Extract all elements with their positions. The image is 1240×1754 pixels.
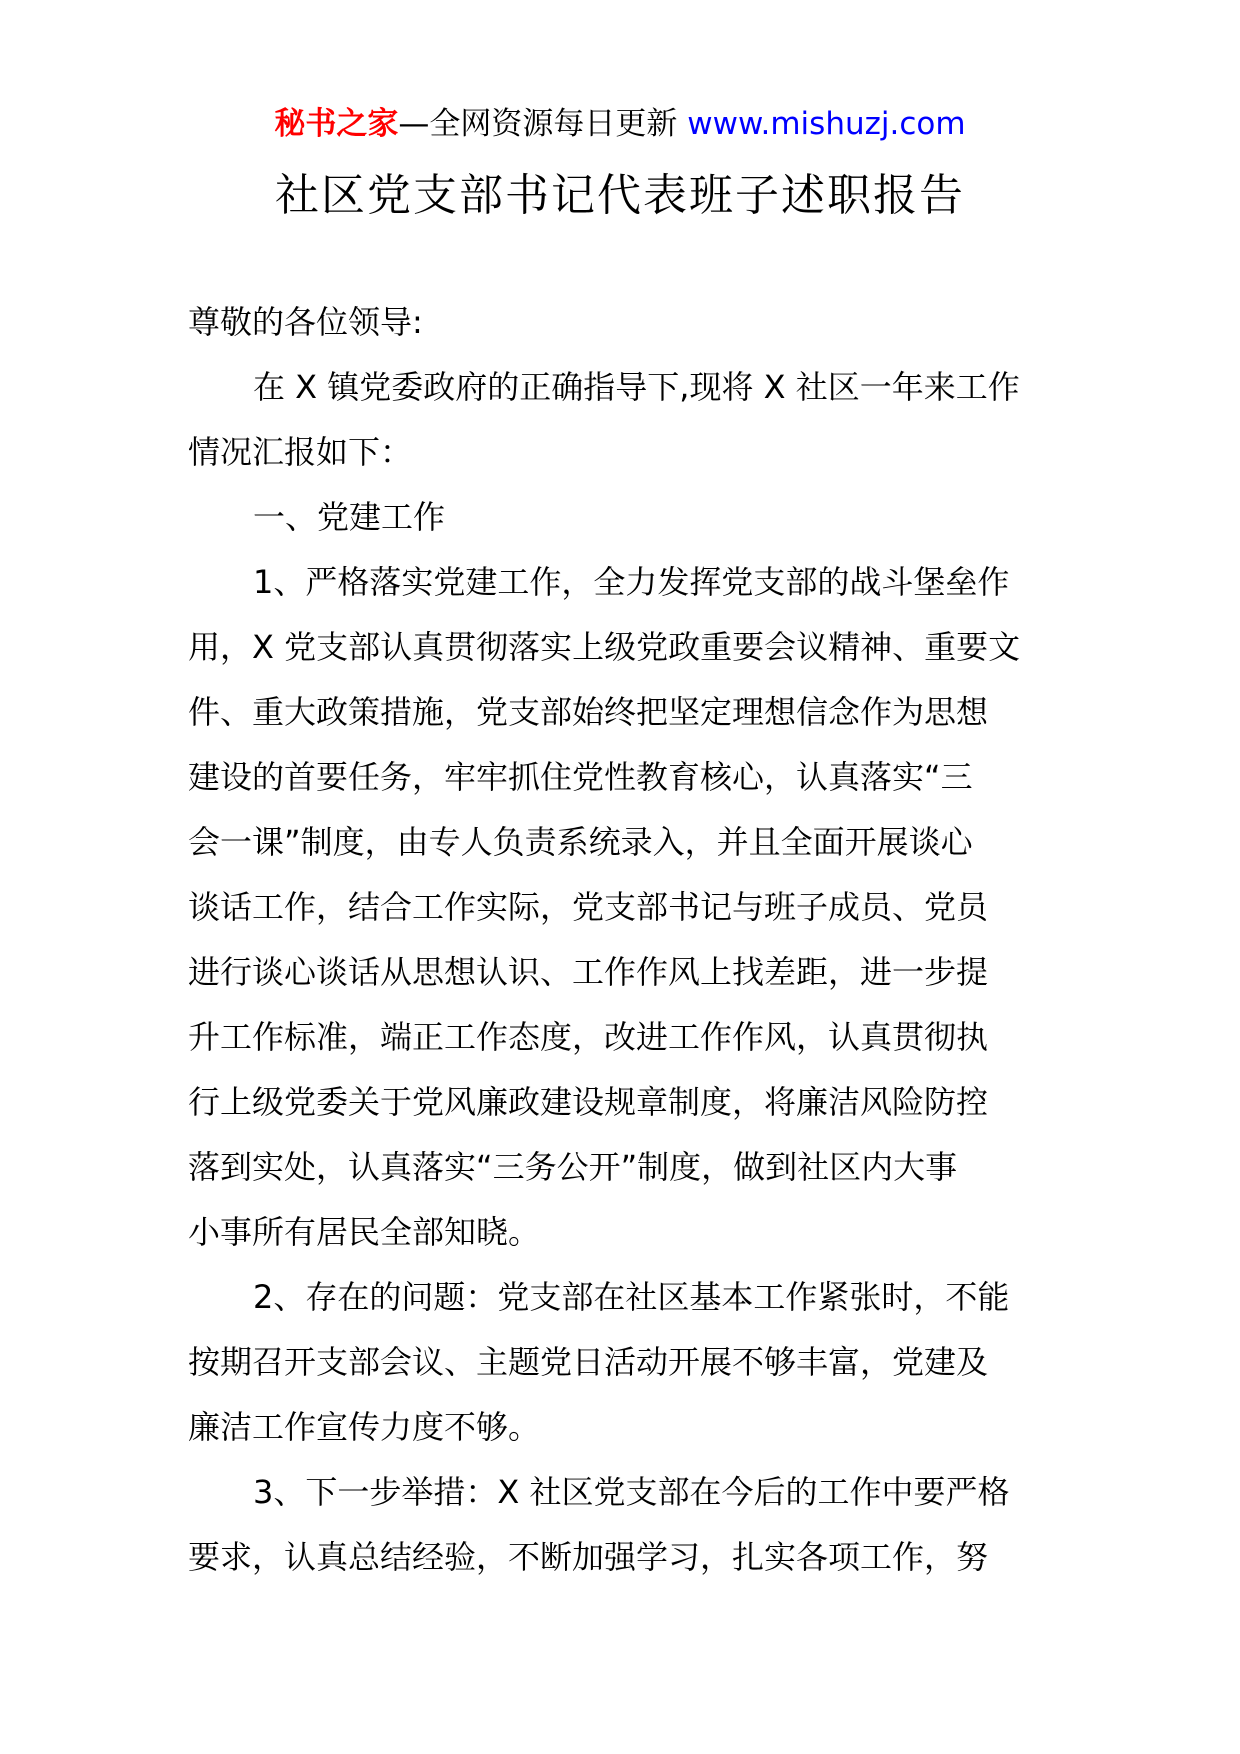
paragraph-1-line: 进行谈心谈话从思想认识、工作作风上找差距，进一步提 — [188, 953, 989, 991]
paragraph-intro-line: 在 X 镇党委政府的正确指导下,现将 X 社区一年来工作 — [253, 368, 1020, 406]
paragraph-intro-line: 情况汇报如下： — [188, 433, 413, 471]
salutation: 尊敬的各位领导: — [188, 303, 423, 341]
paragraph-1-line: 建设的首要任务，牢牢抓住党性教育核心，认真落实“三 — [188, 758, 973, 796]
section-heading: 一、党建工作 — [253, 498, 446, 536]
document-title: 社区党支部书记代表班子述职报告 — [275, 170, 965, 221]
paragraph-1-line: 谈话工作，结合工作实际，党支部书记与班子成员、党员 — [188, 888, 989, 926]
paragraph-3-line: 3、下一步举措：X 社区党支部在今后的工作中要严格 — [253, 1473, 1010, 1511]
paragraph-1-line: 会一课”制度，由专人负责系统录入，并且全面开展谈心 — [188, 823, 973, 861]
paragraph-2-line: 2、存在的问题：党支部在社区基本工作紧张时，不能 — [253, 1278, 1010, 1316]
paragraph-1-line: 小事所有居民全部知晓。 — [188, 1213, 541, 1251]
document-body — [188, 290, 1058, 1590]
site-header — [0, 102, 1240, 146]
paragraph-1-line: 用，X 党支部认真贯彻落实上级党政重要会议精神、重要文 — [188, 628, 1021, 666]
paragraph-1-line: 升工作标准，端正工作态度，改进工作作风，认真贯彻执 — [188, 1018, 989, 1056]
paragraph-1-line: 落到实处，认真落实“三务公开”制度，做到社区内大事 — [188, 1148, 958, 1186]
paragraph-2-line: 按期召开支部会议、主题党日活动开展不够丰富，党建及 — [188, 1343, 989, 1381]
site-url-link[interactable]: www.mishuzj.com — [687, 106, 966, 142]
paragraph-1-line: 件、重大政策措施，党支部始终把坚定理想信念作为思想 — [188, 693, 989, 731]
paragraph-1-line: 1、严格落实党建工作，全力发挥党支部的战斗堡垒作 — [253, 563, 1010, 601]
paragraph-1-line: 行上级党委关于党风廉政建设规章制度，将廉洁风险防控 — [188, 1083, 989, 1121]
paragraph-3-line: 要求，认真总结经验，不断加强学习，扎实各项工作，努 — [188, 1538, 989, 1576]
paragraph-2-line: 廉洁工作宣传力度不够。 — [188, 1408, 541, 1446]
header-tagline: —全网资源每日更新 — [398, 106, 688, 142]
brand-name: 秘书之家 — [274, 106, 399, 142]
